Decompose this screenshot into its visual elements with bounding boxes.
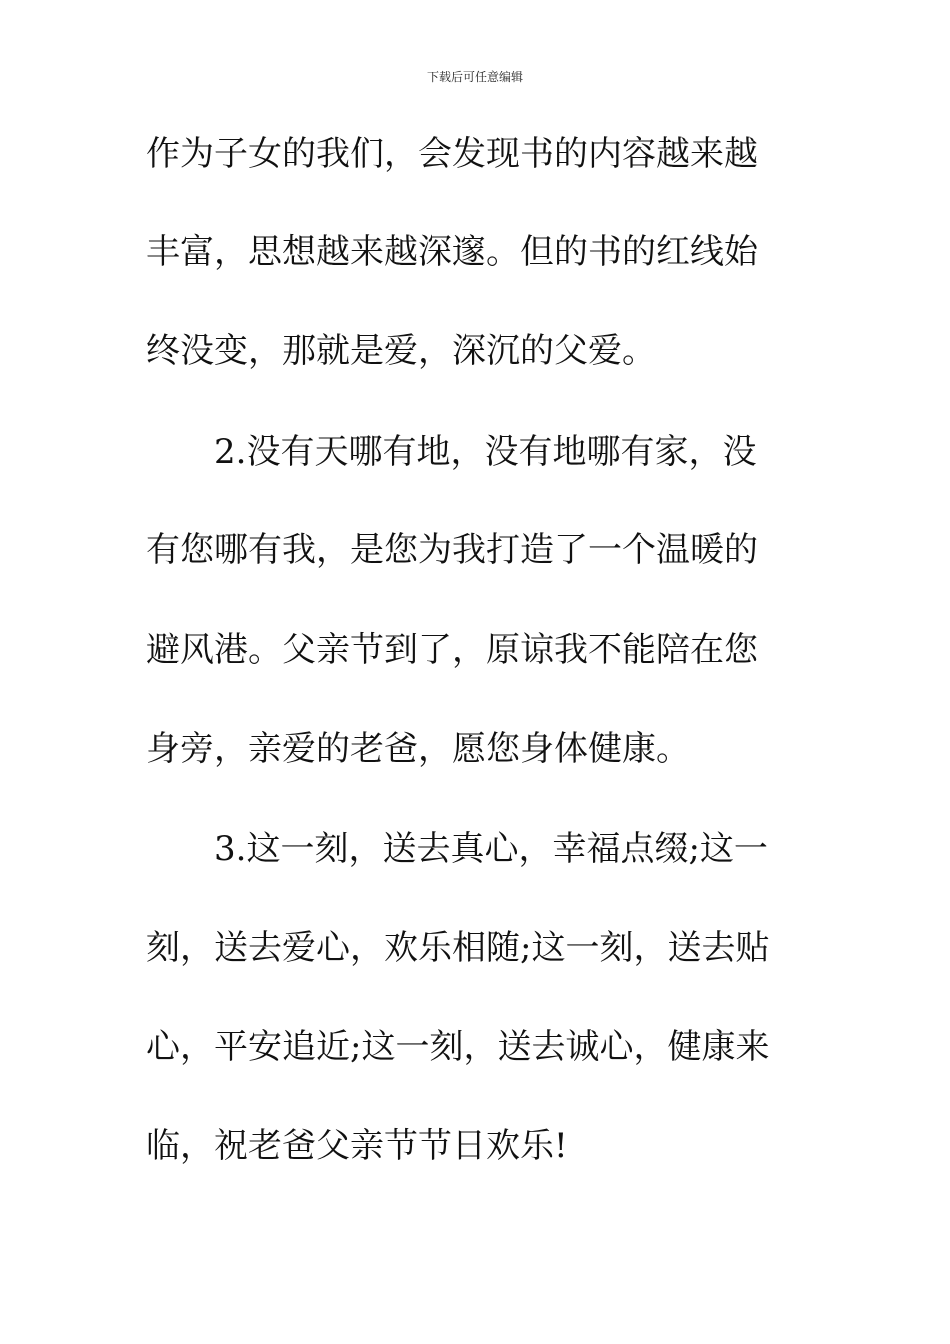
text-line: 身旁，亲爱的老爸，愿您身体健康。 <box>146 729 690 769</box>
header-note: 下载后可任意编辑 <box>426 70 523 84</box>
text-line: 丰富，思想越来越深邃。但的书的红线始 <box>146 232 758 272</box>
text-line: 临，祝老爸父亲节节日欢乐! <box>146 1126 568 1166</box>
text-line: 3.这一刻，送去真心，幸福点缀;这一 <box>214 829 768 869</box>
text-line: 心，平安追近;这一刻，送去诚心，健康来 <box>146 1027 770 1067</box>
text-line: 有您哪有我，是您为我打造了一个温暖的 <box>146 530 758 570</box>
text-line: 刻，送去爱心，欢乐相随;这一刻，送去贴 <box>146 928 770 968</box>
text-line: 终没变，那就是爱，深沉的父爱。 <box>146 331 656 371</box>
text-line: 避风港。父亲节到了，原谅我不能陪在您 <box>146 630 758 670</box>
text-line: 2.没有天哪有地，没有地哪有家，没 <box>214 432 757 472</box>
text-line: 作为子女的我们，会发现书的内容越来越 <box>146 134 758 174</box>
